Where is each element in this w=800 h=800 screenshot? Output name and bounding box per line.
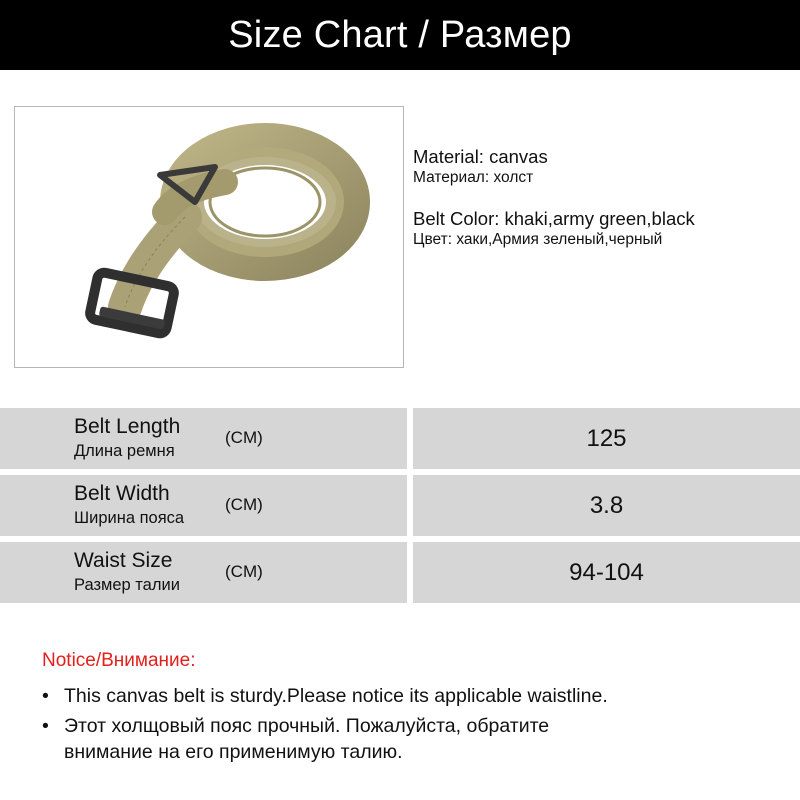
row-label-ru: Длина ремня <box>74 442 175 460</box>
row-value: 125 <box>413 408 800 469</box>
belt-image <box>15 107 403 367</box>
row-label-en: Belt Length <box>74 415 181 438</box>
notice-item <box>42 714 550 739</box>
table-row <box>0 542 800 603</box>
material-spec <box>413 146 548 187</box>
material-en: Material: canvas <box>413 146 548 167</box>
row-label-en: Waist Size <box>74 549 173 572</box>
bullet-icon: • <box>42 715 49 737</box>
color-ru: Цвет: хаки,Армия зеленый,черный <box>413 231 663 248</box>
row-label-cell <box>0 475 407 536</box>
bullet-icon: • <box>42 685 49 707</box>
row-label-ru: Размер талии <box>74 576 180 594</box>
notice-text: внимание на его применимую талию. <box>64 741 403 763</box>
product-image <box>14 106 404 368</box>
row-unit: (CM) <box>225 428 263 447</box>
row-label-en: Belt Width <box>74 482 170 505</box>
color-en: Belt Color: khaki,army green,black <box>413 208 695 229</box>
notice-item <box>42 684 608 709</box>
row-unit: (CM) <box>225 495 263 514</box>
notice-text: Этот холщовый пояс прочный. Пожалуйста, обратите <box>64 715 550 737</box>
notice-title: Notice/Внимание: <box>42 650 196 671</box>
row-value: 94-104 <box>413 542 800 603</box>
header-bar <box>0 0 800 70</box>
row-label-cell <box>0 408 407 469</box>
material-ru: Материал: холст <box>413 169 534 186</box>
page-title: Size Chart / Размер <box>228 13 572 56</box>
notice-text: This canvas belt is sturdy.Please notice its applicable waistline. <box>64 685 608 707</box>
row-unit: (CM) <box>225 562 263 581</box>
row-label-ru: Ширина пояса <box>74 509 185 527</box>
color-spec <box>413 208 695 249</box>
table-row <box>0 408 800 469</box>
row-value: 3.8 <box>413 475 800 536</box>
row-label-cell <box>0 542 407 603</box>
table-row <box>0 475 800 536</box>
